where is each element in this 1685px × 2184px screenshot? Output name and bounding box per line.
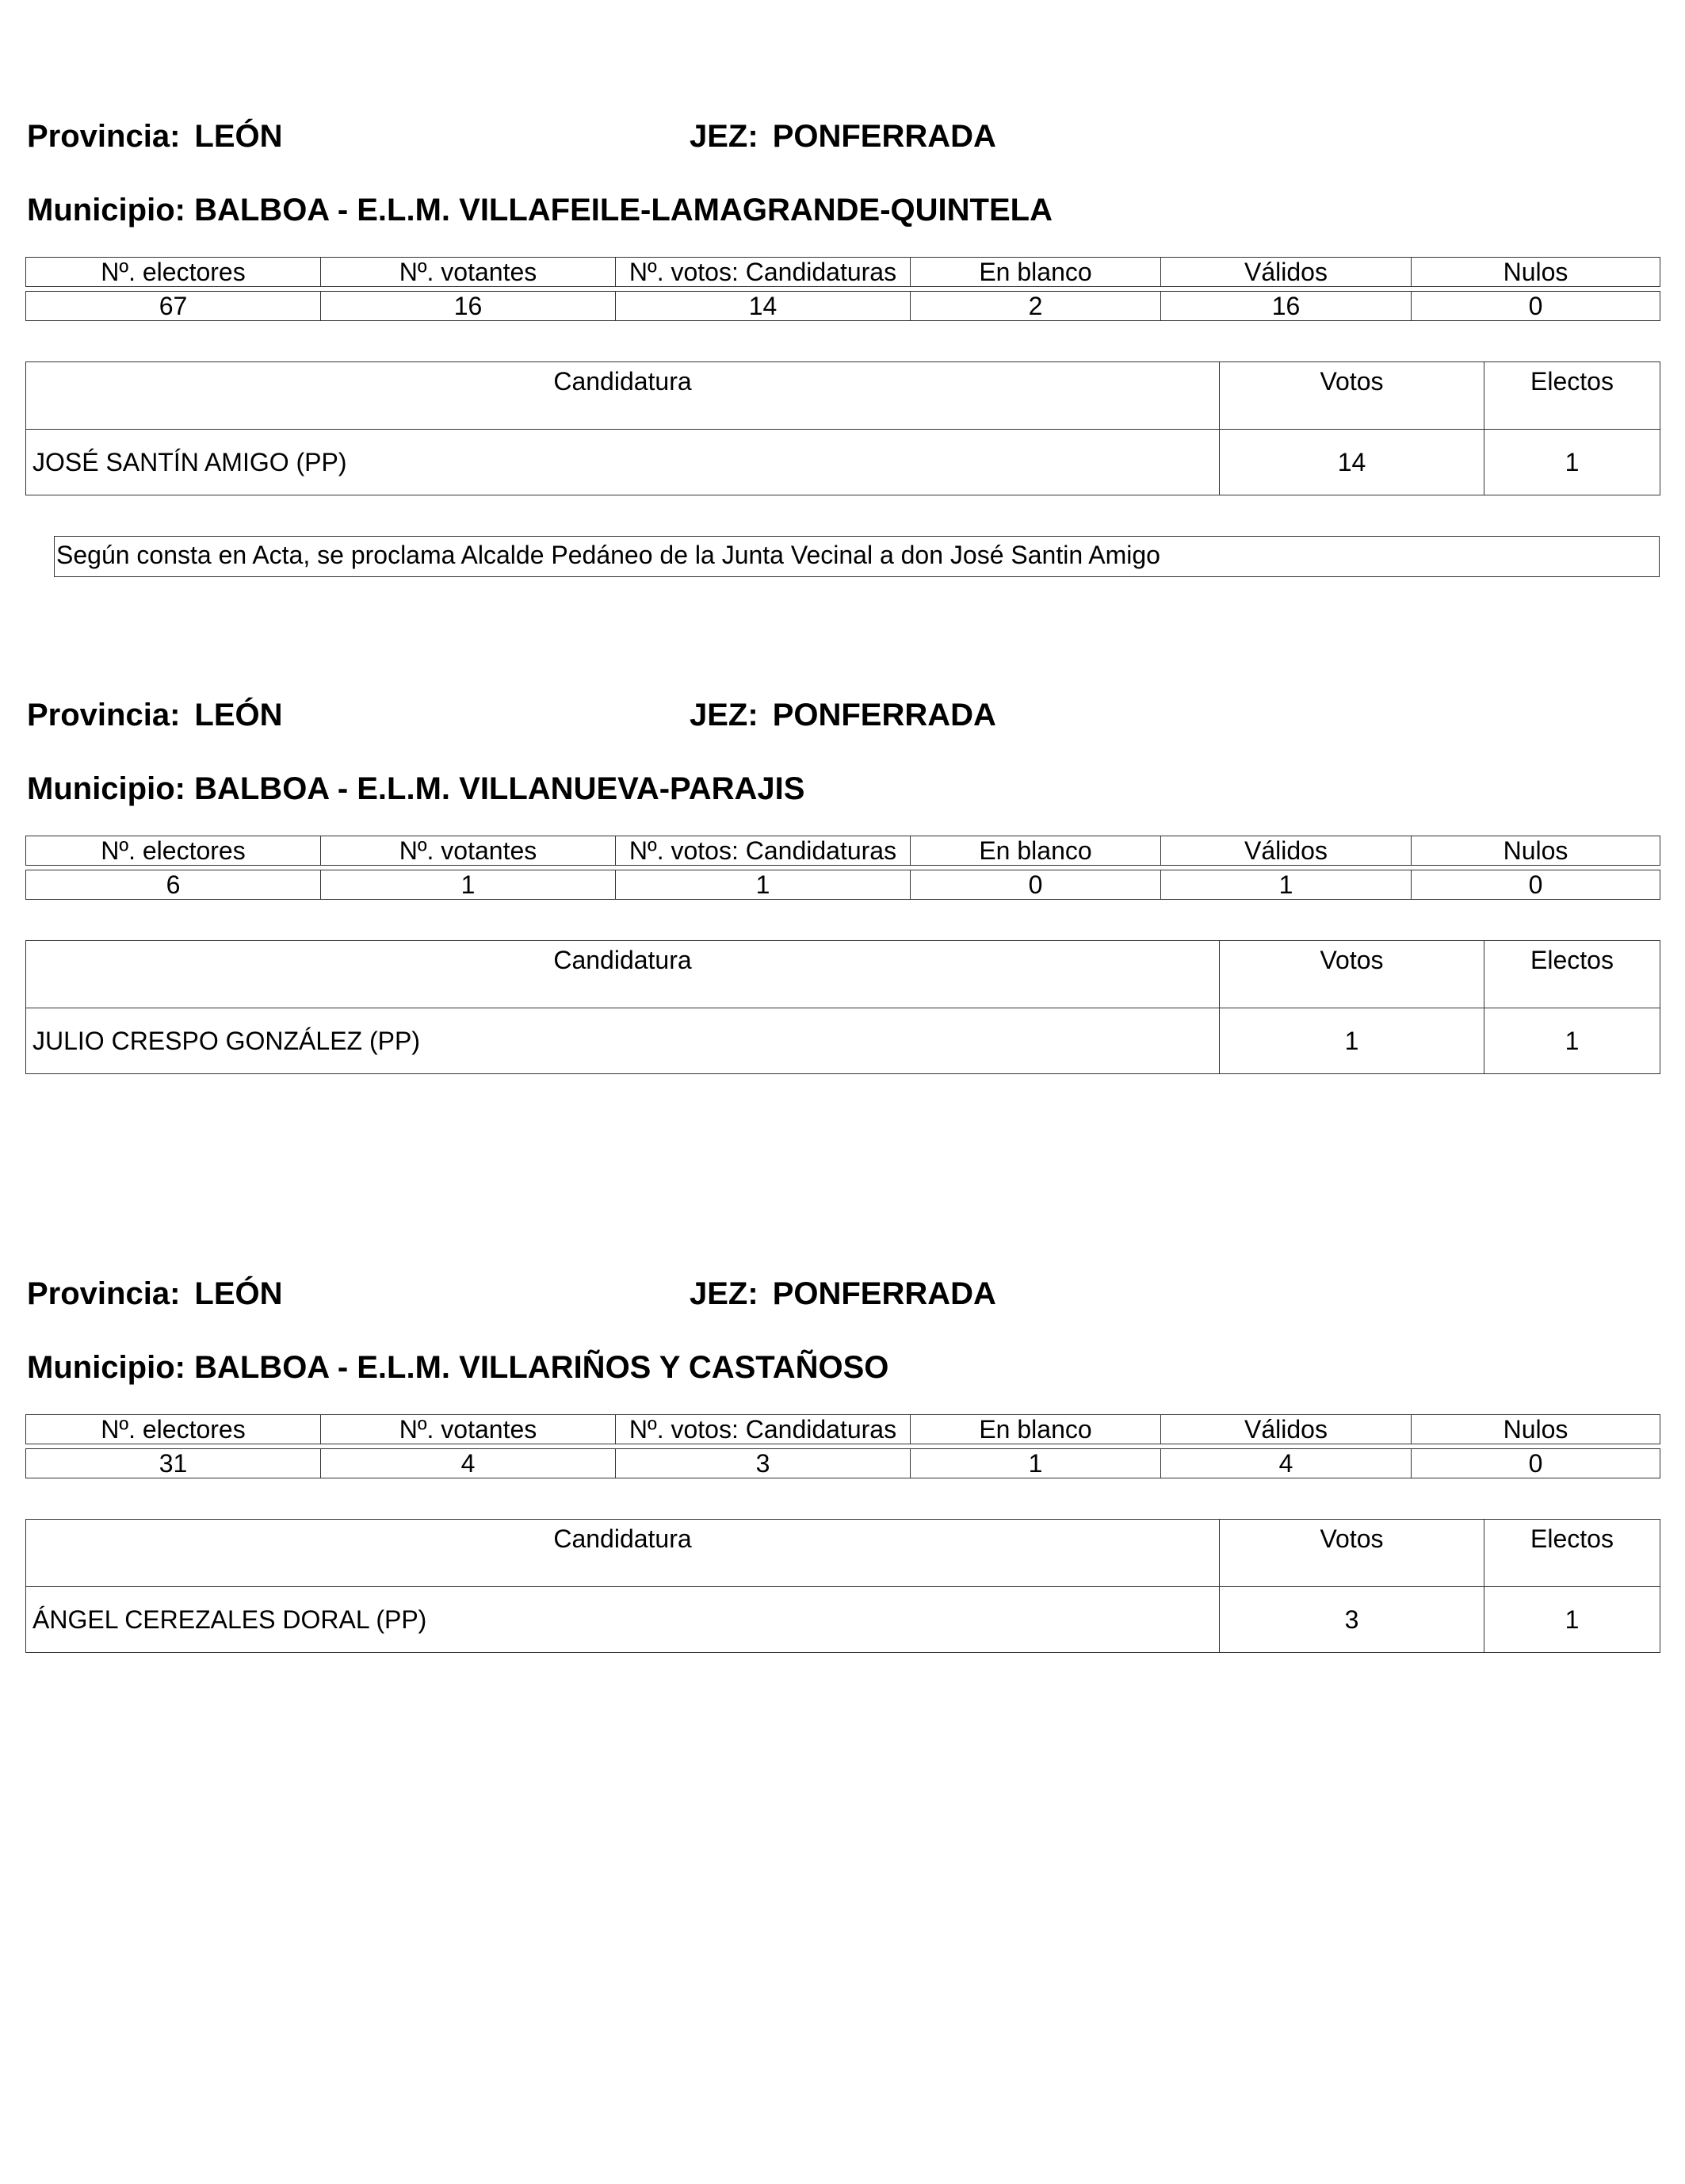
stats-header-row (26, 258, 1660, 287)
stats-header-votantes: Nº. votantes (321, 836, 616, 866)
header-electos: Electos (1484, 362, 1660, 430)
header-candidatura: Candidatura (26, 1520, 1220, 1587)
stats-header-row (26, 1415, 1660, 1444)
candidates-header-row (26, 941, 1660, 1008)
municipio-value: BALBOA - E.L.M. VILLAFEILE-LAMAGRANDE-QUINTELA (194, 193, 1053, 228)
header-candidatura: Candidatura (26, 362, 1220, 430)
candidates-header-row (26, 362, 1660, 430)
stats-table (25, 836, 1660, 900)
header-electos: Electos (1484, 1520, 1660, 1587)
candidate-name: JULIO CRESPO GONZÁLEZ (PP) (26, 1008, 1220, 1074)
stats-header-electores: Nº. electores (26, 258, 321, 287)
stats-value-votantes: 16 (321, 292, 616, 321)
stats-header-validos: Válidos (1161, 258, 1412, 287)
jez-line (690, 120, 996, 152)
provincia-value: LEÓN (194, 698, 283, 732)
table-row (26, 430, 1660, 495)
provincia-value: LEÓN (194, 1276, 283, 1311)
stats-value-electores: 6 (26, 870, 321, 900)
candidates-table (25, 361, 1660, 495)
stats-header-en-blanco: En blanco (911, 258, 1161, 287)
municipio-value: BALBOA - E.L.M. VILLARIÑOS Y CASTAÑOSO (194, 1350, 889, 1385)
provincia-value: LEÓN (194, 119, 283, 154)
stats-table (25, 1414, 1660, 1478)
candidate-name: JOSÉ SANTÍN AMIGO (PP) (26, 430, 1220, 495)
stats-header-votos-candidaturas: Nº. votos: Candidaturas (616, 836, 911, 866)
header-votos: Votos (1220, 362, 1484, 430)
candidate-electos: 1 (1484, 430, 1660, 495)
municipio-label: Municipio: (27, 193, 185, 228)
header-votos: Votos (1220, 1520, 1484, 1587)
stats-header-electores: Nº. electores (26, 836, 321, 866)
jez-line (690, 1278, 996, 1310)
stats-header-votantes: Nº. votantes (321, 258, 616, 287)
stats-value-en-blanco: 0 (911, 870, 1161, 900)
stats-header-electores: Nº. electores (26, 1415, 321, 1444)
jez-label: JEZ: (690, 698, 758, 732)
stats-value-votos-candidaturas: 3 (616, 1449, 911, 1478)
stats-value-votos-candidaturas: 1 (616, 870, 911, 900)
table-row (26, 1587, 1660, 1653)
provincia-label: Provincia: (27, 698, 181, 732)
candidates-table (25, 940, 1660, 1074)
jez-label: JEZ: (690, 119, 758, 154)
stats-value-validos: 4 (1161, 1449, 1412, 1478)
jez-value: PONFERRADA (772, 119, 996, 154)
municipio-line (27, 773, 804, 805)
stats-value-electores: 67 (26, 292, 321, 321)
jez-line (690, 699, 996, 731)
municipio-line (27, 1352, 888, 1383)
candidates-table (25, 1519, 1660, 1653)
stats-header-en-blanco: En blanco (911, 1415, 1161, 1444)
header-votos: Votos (1220, 941, 1484, 1008)
acta-note: Según consta en Acta, se proclama Alcalde Pedáneo de la Junta Vecinal a don José Santin Amigo (54, 536, 1660, 577)
provincia-line (27, 1278, 283, 1310)
stats-header-votos-candidaturas: Nº. votos: Candidaturas (616, 258, 911, 287)
stats-header-votos-candidaturas: Nº. votos: Candidaturas (616, 1415, 911, 1444)
table-row (26, 1008, 1660, 1074)
jez-value: PONFERRADA (772, 698, 996, 732)
candidate-electos: 1 (1484, 1587, 1660, 1653)
stats-header-votantes: Nº. votantes (321, 1415, 616, 1444)
municipio-label: Municipio: (27, 771, 185, 806)
provincia-line (27, 120, 283, 152)
candidate-votos: 3 (1220, 1587, 1484, 1653)
provincia-label: Provincia: (27, 1276, 181, 1311)
stats-value-en-blanco: 1 (911, 1449, 1161, 1478)
stats-value-nulos: 0 (1412, 292, 1660, 321)
stats-header-en-blanco: En blanco (911, 836, 1161, 866)
stats-header-nulos: Nulos (1412, 836, 1660, 866)
municipio-line (27, 194, 1053, 226)
municipio-value: BALBOA - E.L.M. VILLANUEVA-PARAJIS (194, 771, 805, 806)
stats-header-nulos: Nulos (1412, 258, 1660, 287)
candidate-name: ÁNGEL CEREZALES DORAL (PP) (26, 1587, 1220, 1653)
jez-value: PONFERRADA (772, 1276, 996, 1311)
stats-value-votos-candidaturas: 14 (616, 292, 911, 321)
provincia-line (27, 699, 283, 731)
candidate-electos: 1 (1484, 1008, 1660, 1074)
stats-header-nulos: Nulos (1412, 1415, 1660, 1444)
stats-value-row (26, 870, 1660, 900)
stats-value-row (26, 1449, 1660, 1478)
stats-value-votantes: 4 (321, 1449, 616, 1478)
candidate-votos: 1 (1220, 1008, 1484, 1074)
header-electos: Electos (1484, 941, 1660, 1008)
stats-header-validos: Válidos (1161, 836, 1412, 866)
candidate-votos: 14 (1220, 430, 1484, 495)
stats-value-validos: 1 (1161, 870, 1412, 900)
stats-value-nulos: 0 (1412, 870, 1660, 900)
stats-value-validos: 16 (1161, 292, 1412, 321)
header-candidatura: Candidatura (26, 941, 1220, 1008)
candidates-header-row (26, 1520, 1660, 1587)
stats-value-electores: 31 (26, 1449, 321, 1478)
provincia-label: Provincia: (27, 119, 181, 154)
stats-value-votantes: 1 (321, 870, 616, 900)
municipio-label: Municipio: (27, 1350, 185, 1385)
stats-header-row (26, 836, 1660, 866)
stats-value-row (26, 292, 1660, 321)
stats-value-nulos: 0 (1412, 1449, 1660, 1478)
jez-label: JEZ: (690, 1276, 758, 1311)
stats-header-validos: Válidos (1161, 1415, 1412, 1444)
stats-table (25, 257, 1660, 321)
stats-value-en-blanco: 2 (911, 292, 1161, 321)
